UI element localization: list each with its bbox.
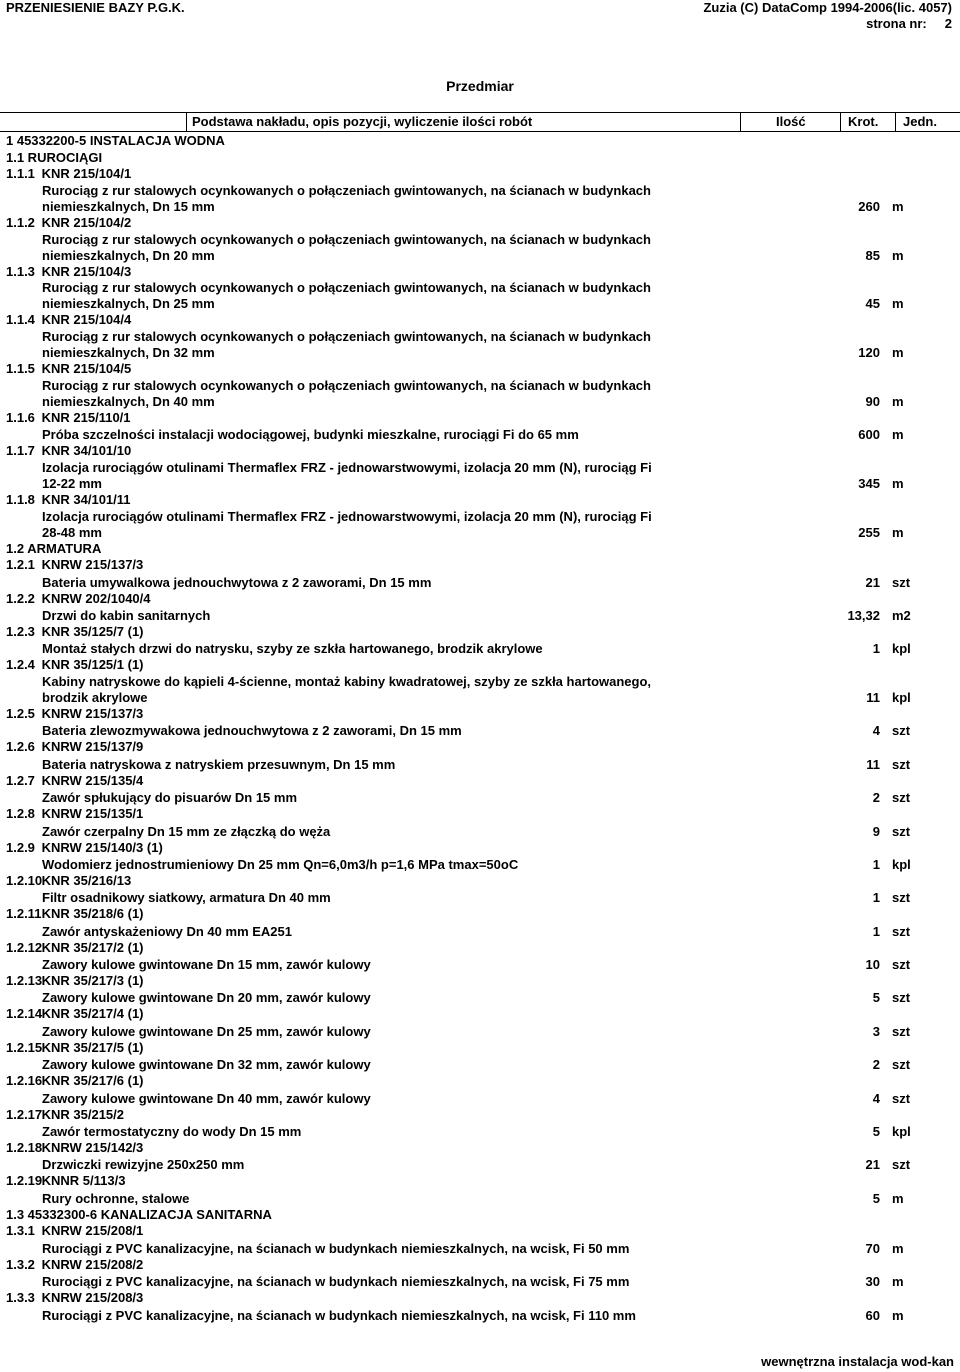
position-body bbox=[6, 956, 956, 973]
description-line: Rurociąg z rur stalowych ocynkowanych o połączeniach gwintowanych, na ścianach w budynkach bbox=[42, 329, 651, 345]
position-header bbox=[6, 973, 956, 990]
column-header-unit: Jedn. bbox=[903, 114, 937, 129]
position-header bbox=[6, 773, 956, 790]
position-header bbox=[6, 1223, 956, 1240]
position-header bbox=[6, 1140, 956, 1157]
norm-code: KNR 35/216/13 bbox=[41, 872, 132, 888]
description-line: Próba szczelności instalacji wodociągowej, budynki mieszkalne, rurociągi Fi do 65 mm bbox=[42, 427, 579, 443]
description-line: Bateria umywalkowa jednouchwytowa z 2 zaworami, Dn 15 mm bbox=[42, 574, 432, 590]
position-description bbox=[6, 641, 696, 657]
position-quantity: 11 bbox=[866, 690, 880, 706]
table-header bbox=[0, 114, 960, 130]
position-number: 1.3.3 bbox=[6, 1290, 35, 1306]
position-description bbox=[6, 790, 696, 806]
norm-code: KNRW 215/142/3 bbox=[41, 1139, 144, 1155]
position-number: 1.1.1 bbox=[6, 166, 35, 182]
description-line: Zawory kulowe gwintowane Dn 15 mm, zawór kulowy bbox=[42, 957, 371, 973]
position-description bbox=[6, 183, 696, 215]
position-body bbox=[6, 378, 956, 410]
description-line: Izolacja rurociągów otulinami Thermaflex FRZ - jednowarstwowymi, izolacja 20 mm (N), rurociąg Fi bbox=[42, 459, 652, 475]
position-quantity: 30 bbox=[865, 1274, 880, 1290]
description-line: Rurociąg z rur stalowych ocynkowanych o połączeniach gwintowanych, na ścianach w budynkach bbox=[42, 183, 651, 199]
description-line: Zawory kulowe gwintowane Dn 40 mm, zawór kulowy bbox=[42, 1090, 371, 1106]
description-line: Zawór spłukujący do pisuarów Dn 15 mm bbox=[42, 790, 298, 806]
position-number: 1.2.16 bbox=[6, 1073, 43, 1089]
norm-code: KNR 34/101/10 bbox=[41, 443, 132, 459]
position-quantity: 600 bbox=[858, 427, 880, 443]
position-description bbox=[6, 329, 696, 361]
norm-code: KNR 35/217/2 (1) bbox=[41, 939, 144, 955]
position-number: 1.2.1 bbox=[6, 557, 35, 573]
description-line: niemieszkalnych, Dn 15 mm bbox=[42, 199, 215, 215]
section-heading: 1.3 45332300-6 KANALIZACJA SANITARNA bbox=[6, 1206, 272, 1222]
description-line: Rurociągi z PVC kanalizacyjne, na ścianach w budynkach niemieszkalnych, na wcisk, Fi 75 mm bbox=[42, 1274, 630, 1290]
position-number: 1.2.4 bbox=[6, 657, 35, 673]
position-quantity: 85 bbox=[865, 247, 880, 263]
description-line: Izolacja rurociągów otulinami Thermaflex FRZ - jednowarstwowymi, izolacja 20 mm (N), rurociąg Fi bbox=[42, 508, 652, 524]
position-unit: m bbox=[892, 296, 904, 312]
position-description bbox=[6, 890, 696, 906]
position-description bbox=[6, 1274, 696, 1290]
page-title: Przedmiar bbox=[446, 78, 514, 94]
position-quantity: 4 bbox=[872, 723, 880, 739]
position-body bbox=[6, 723, 956, 740]
norm-code: KNRW 215/140/3 (1) bbox=[41, 839, 163, 855]
position-number: 1.2.18 bbox=[6, 1139, 43, 1155]
position-unit: szt bbox=[892, 1023, 911, 1039]
position-header bbox=[6, 624, 956, 641]
position-description bbox=[6, 280, 696, 312]
position-description bbox=[6, 1191, 696, 1207]
position-unit: szt bbox=[892, 923, 911, 939]
position-number: 1.2.12 bbox=[6, 939, 43, 955]
position-body bbox=[6, 280, 956, 312]
description-line: niemieszkalnych, Dn 20 mm bbox=[42, 247, 215, 263]
position-header bbox=[6, 264, 956, 281]
position-body bbox=[6, 1190, 956, 1207]
position-unit: kpl bbox=[892, 856, 911, 872]
position-header bbox=[6, 591, 956, 608]
position-unit: szt bbox=[892, 1057, 911, 1073]
position-quantity: 60 bbox=[865, 1307, 880, 1323]
position-unit: m bbox=[892, 427, 904, 443]
position-body bbox=[6, 1273, 956, 1290]
position-header bbox=[6, 940, 956, 957]
position-quantity: 11 bbox=[866, 756, 880, 772]
norm-code: KNRW 215/208/3 bbox=[41, 1290, 144, 1306]
position-header bbox=[6, 1073, 956, 1090]
position-number: 1.1.8 bbox=[6, 491, 35, 507]
description-line: Drzwi do kabin sanitarnych bbox=[42, 608, 211, 623]
description-line: Rurociągi z PVC kanalizacyjne, na ścianach w budynkach niemieszkalnych, na wcisk, Fi 50 mm bbox=[42, 1240, 630, 1256]
position-header bbox=[6, 1257, 956, 1274]
position-quantity: 10 bbox=[865, 957, 880, 973]
position-unit: kpl bbox=[892, 690, 911, 706]
position-body bbox=[6, 1307, 956, 1324]
position-number: 1.2.13 bbox=[6, 973, 43, 989]
position-quantity: 4 bbox=[872, 1090, 880, 1106]
section-heading: 1.1 RUROCIĄGI bbox=[6, 149, 103, 165]
position-description bbox=[6, 757, 696, 773]
description-line: Zawory kulowe gwintowane Dn 32 mm, zawór kulowy bbox=[42, 1057, 371, 1073]
position-description bbox=[6, 378, 696, 410]
position-number: 1.2.6 bbox=[6, 739, 35, 755]
norm-code: KNRW 215/137/3 bbox=[41, 557, 144, 573]
position-description bbox=[6, 723, 696, 739]
norm-code: KNR 35/217/3 (1) bbox=[41, 973, 144, 989]
position-number: 1.2.8 bbox=[6, 806, 35, 822]
description-line: niemieszkalnych, Dn 32 mm bbox=[42, 345, 215, 361]
norm-code: KNR 35/217/6 (1) bbox=[41, 1073, 144, 1089]
position-description bbox=[6, 1308, 696, 1324]
position-body bbox=[6, 1090, 956, 1107]
position-header bbox=[6, 1040, 956, 1057]
bill-of-quantities bbox=[6, 133, 956, 1324]
position-number: 1.2.17 bbox=[6, 1106, 43, 1122]
position-body bbox=[6, 607, 956, 624]
position-quantity: 120 bbox=[858, 345, 880, 361]
position-number: 1.2.15 bbox=[6, 1039, 43, 1055]
norm-code: KNR 215/104/4 bbox=[41, 312, 132, 328]
description-line: Drzwiczki rewizyjne 250x250 mm bbox=[42, 1157, 245, 1173]
position-body bbox=[6, 183, 956, 215]
position-quantity: 5 bbox=[872, 1123, 880, 1139]
position-header bbox=[6, 166, 956, 183]
position-quantity: 2 bbox=[872, 1057, 880, 1073]
table-top-rule bbox=[0, 112, 960, 113]
description-line: Filtr osadnikowy siatkowy, armatura Dn 40 mm bbox=[42, 890, 331, 906]
position-unit: m bbox=[892, 345, 904, 361]
position-header bbox=[6, 215, 956, 232]
position-header bbox=[6, 840, 956, 857]
position-header bbox=[6, 1006, 956, 1023]
description-line: Kabiny natryskowe do kąpieli 4-ścienne, montaż kabiny kwadratowej, szyby ze szkła hartowanego, bbox=[42, 674, 652, 690]
norm-code: KNR 35/125/7 (1) bbox=[41, 624, 144, 639]
position-header bbox=[6, 1107, 956, 1124]
document-header-left: PRZENIESIENIE BAZY P.G.K. bbox=[6, 0, 185, 15]
position-unit: m bbox=[892, 475, 904, 491]
position-quantity: 260 bbox=[858, 199, 880, 215]
position-number: 1.2.2 bbox=[6, 590, 35, 606]
description-line: Bateria zlewozmywakowa jednouchwytowa z 2 zaworami, Dn 15 mm bbox=[42, 723, 462, 739]
position-unit: m bbox=[892, 1307, 904, 1323]
norm-code: KNR 35/215/2 bbox=[41, 1106, 125, 1122]
position-quantity: 2 bbox=[872, 790, 880, 806]
position-number: 1.2.14 bbox=[6, 1006, 43, 1022]
description-line: Montaż stałych drzwi do natrysku, szyby ze szkła hartowanego, brodzik akrylowe bbox=[42, 641, 543, 657]
table-header-rule bbox=[0, 131, 960, 132]
description-line: Rurociągi z PVC kanalizacyjne, na ścianach w budynkach niemieszkalnych, na wcisk, Fi 110 mm bbox=[42, 1307, 636, 1323]
position-quantity: 1 bbox=[872, 856, 880, 872]
norm-code: KNRW 215/135/1 bbox=[41, 806, 144, 822]
description-line: 12-22 mm bbox=[42, 475, 102, 491]
position-unit: kpl bbox=[892, 641, 911, 657]
position-number: 1.1.5 bbox=[6, 361, 35, 377]
description-line: Wodomierz jednostrumieniowy Dn 25 mm Qn=6,0m3/h p=1,6 MPa tmax=50oC bbox=[42, 856, 519, 872]
position-description bbox=[6, 1024, 696, 1040]
norm-code: KNR 34/101/11 bbox=[41, 491, 131, 507]
description-line: Bateria natryskowa z natryskiem przesuwnym, Dn 15 mm bbox=[42, 756, 396, 772]
position-unit: szt bbox=[892, 957, 911, 973]
page-value: 2 bbox=[944, 16, 952, 31]
description-line: Zawory kulowe gwintowane Dn 20 mm, zawór kulowy bbox=[42, 990, 371, 1006]
position-header bbox=[6, 557, 956, 574]
position-quantity: 9 bbox=[872, 823, 880, 839]
position-header bbox=[6, 706, 956, 723]
position-unit: szt bbox=[892, 1157, 911, 1173]
position-quantity: 21 bbox=[865, 574, 880, 590]
norm-code: KNRW 215/137/3 bbox=[41, 706, 144, 722]
norm-code: KNRW 215/135/4 bbox=[41, 772, 144, 788]
position-number: 1.3.2 bbox=[6, 1256, 35, 1272]
position-header bbox=[6, 1173, 956, 1190]
norm-code: KNR 35/125/1 (1) bbox=[41, 657, 144, 673]
norm-code: KNR 215/110/1 bbox=[41, 409, 131, 425]
position-header bbox=[6, 361, 956, 378]
position-unit: m bbox=[892, 199, 904, 215]
position-header bbox=[6, 492, 956, 509]
position-description bbox=[6, 1091, 696, 1107]
section-heading: 1 45332200-5 INSTALACJA WODNA bbox=[6, 133, 225, 148]
position-header bbox=[6, 443, 956, 460]
position-body bbox=[6, 509, 956, 541]
position-number: 1.1.3 bbox=[6, 263, 35, 279]
position-unit: szt bbox=[892, 990, 911, 1006]
description-line: Zawór termostatyczny do wody Dn 15 mm bbox=[42, 1123, 302, 1139]
position-number: 1.2.10 bbox=[6, 872, 43, 888]
position-description bbox=[6, 1157, 696, 1173]
position-unit: szt bbox=[892, 756, 911, 772]
position-description bbox=[6, 1241, 696, 1257]
position-unit: m2 bbox=[892, 608, 911, 623]
description-line: Rurociąg z rur stalowych ocynkowanych o połączeniach gwintowanych, na ścianach w budynkach bbox=[42, 377, 651, 393]
norm-code: KNR 215/104/2 bbox=[41, 215, 132, 231]
document-header-right: Zuzia (C) DataComp 1994-2006(lic. 4057) bbox=[703, 0, 952, 15]
page-footer: wewnętrzna instalacja wod-kan bbox=[761, 1354, 954, 1369]
position-quantity: 1 bbox=[872, 890, 880, 906]
position-description bbox=[6, 1124, 696, 1140]
position-header bbox=[6, 657, 956, 674]
norm-code: KNRW 215/208/2 bbox=[41, 1256, 144, 1272]
position-unit: szt bbox=[892, 574, 911, 590]
column-header-quantity: Ilość bbox=[776, 114, 806, 129]
norm-code: KNR 215/104/5 bbox=[41, 361, 132, 377]
position-number: 1.1.2 bbox=[6, 215, 35, 231]
norm-code: KNR 215/104/3 bbox=[41, 263, 132, 279]
position-quantity: 70 bbox=[865, 1240, 880, 1256]
position-quantity: 21 bbox=[865, 1157, 880, 1173]
position-unit: m bbox=[892, 1240, 904, 1256]
position-body bbox=[6, 990, 956, 1007]
position-body bbox=[6, 427, 956, 444]
page-label: strona nr: bbox=[866, 16, 927, 31]
position-body bbox=[6, 823, 956, 840]
position-number: 1.2.19 bbox=[6, 1173, 43, 1189]
description-line: Rurociąg z rur stalowych ocynkowanych o połączeniach gwintowanych, na ścianach w budynkach bbox=[42, 231, 651, 247]
position-unit: szt bbox=[892, 890, 911, 906]
position-description bbox=[6, 1057, 696, 1073]
position-description bbox=[6, 608, 696, 624]
description-line: niemieszkalnych, Dn 25 mm bbox=[42, 296, 215, 312]
position-unit: kpl bbox=[892, 1123, 911, 1139]
description-line: 28-48 mm bbox=[42, 524, 102, 540]
norm-code: KNRW 215/208/1 bbox=[41, 1223, 144, 1239]
position-unit: m bbox=[892, 1190, 904, 1206]
norm-code: KNNR 5/113/3 bbox=[41, 1173, 126, 1189]
position-body bbox=[6, 641, 956, 658]
position-body bbox=[6, 890, 956, 907]
position-description bbox=[6, 990, 696, 1006]
position-number: 1.2.3 bbox=[6, 624, 35, 639]
position-number: 1.2.11 bbox=[6, 906, 42, 922]
position-unit: m bbox=[892, 1274, 904, 1290]
position-header bbox=[6, 906, 956, 923]
position-quantity: 3 bbox=[872, 1023, 880, 1039]
column-header-multiplier: Krot. bbox=[848, 114, 879, 129]
position-body bbox=[6, 856, 956, 873]
position-unit: szt bbox=[892, 790, 911, 806]
position-header bbox=[6, 873, 956, 890]
position-header bbox=[6, 1290, 956, 1307]
position-header bbox=[6, 410, 956, 427]
position-number: 1.3.1 bbox=[6, 1223, 35, 1239]
description-line: niemieszkalnych, Dn 40 mm bbox=[42, 393, 215, 409]
position-body bbox=[6, 574, 956, 591]
position-description bbox=[6, 232, 696, 264]
column-header-description: Podstawa nakładu, opis pozycji, wyliczenie ilości robót bbox=[192, 114, 533, 129]
position-header bbox=[6, 739, 956, 756]
position-description bbox=[6, 924, 696, 940]
position-unit: szt bbox=[892, 823, 911, 839]
norm-code: KNRW 202/1040/4 bbox=[41, 590, 151, 606]
position-number: 1.1.4 bbox=[6, 312, 35, 328]
position-quantity: 1 bbox=[872, 641, 880, 657]
norm-code: KNRW 215/137/9 bbox=[41, 739, 144, 755]
position-description bbox=[6, 674, 696, 706]
position-description bbox=[6, 509, 696, 541]
position-number: 1.1.6 bbox=[6, 409, 35, 425]
position-quantity: 5 bbox=[872, 990, 880, 1006]
position-description bbox=[6, 957, 696, 973]
position-unit: m bbox=[892, 524, 904, 540]
position-header bbox=[6, 806, 956, 823]
description-line: Rury ochronne, stalowe bbox=[42, 1190, 190, 1206]
norm-code: KNR 215/104/1 bbox=[41, 166, 132, 182]
position-quantity: 45 bbox=[865, 296, 880, 312]
position-body bbox=[6, 329, 956, 361]
position-quantity: 345 bbox=[858, 475, 880, 491]
position-body bbox=[6, 1057, 956, 1074]
position-quantity: 255 bbox=[858, 524, 880, 540]
description-line: Zawór antyskażeniowy Dn 40 mm EA251 bbox=[42, 923, 292, 939]
position-body bbox=[6, 923, 956, 940]
position-description bbox=[6, 575, 696, 591]
position-body bbox=[6, 1023, 956, 1040]
position-unit: m bbox=[892, 393, 904, 409]
position-description bbox=[6, 460, 696, 492]
section-heading: 1.2 ARMATURA bbox=[6, 540, 102, 556]
position-body bbox=[6, 1123, 956, 1140]
description-line: Zawory kulowe gwintowane Dn 25 mm, zawór kulowy bbox=[42, 1023, 371, 1039]
page-number bbox=[866, 16, 952, 32]
norm-code: KNR 35/217/5 (1) bbox=[41, 1039, 144, 1055]
position-number: 1.2.9 bbox=[6, 839, 35, 855]
position-body bbox=[6, 1240, 956, 1257]
description-line: Zawór czerpalny Dn 15 mm ze złączką do węża bbox=[42, 823, 331, 839]
position-description bbox=[6, 857, 696, 873]
position-quantity: 1 bbox=[872, 923, 880, 939]
norm-code: KNR 35/217/4 (1) bbox=[41, 1006, 144, 1022]
description-line: brodzik akrylowe bbox=[42, 690, 148, 706]
position-body bbox=[6, 790, 956, 807]
position-number: 1.2.7 bbox=[6, 772, 35, 788]
position-description bbox=[6, 824, 696, 840]
description-line: Rurociąg z rur stalowych ocynkowanych o połączeniach gwintowanych, na ścianach w budynkach bbox=[42, 280, 651, 296]
position-unit: m bbox=[892, 247, 904, 263]
position-body bbox=[6, 1157, 956, 1174]
position-body bbox=[6, 232, 956, 264]
position-body bbox=[6, 460, 956, 492]
position-header bbox=[6, 312, 956, 329]
position-unit: szt bbox=[892, 1090, 911, 1106]
position-unit: szt bbox=[892, 723, 911, 739]
position-quantity: 90 bbox=[865, 393, 880, 409]
norm-code: KNR 35/218/6 (1) bbox=[41, 906, 144, 922]
position-number: 1.2.5 bbox=[6, 706, 35, 722]
position-number: 1.1.7 bbox=[6, 443, 35, 459]
position-body bbox=[6, 756, 956, 773]
position-quantity: 5 bbox=[872, 1190, 880, 1206]
position-quantity: 13,32 bbox=[847, 608, 880, 623]
position-body bbox=[6, 674, 956, 706]
position-description bbox=[6, 427, 696, 443]
